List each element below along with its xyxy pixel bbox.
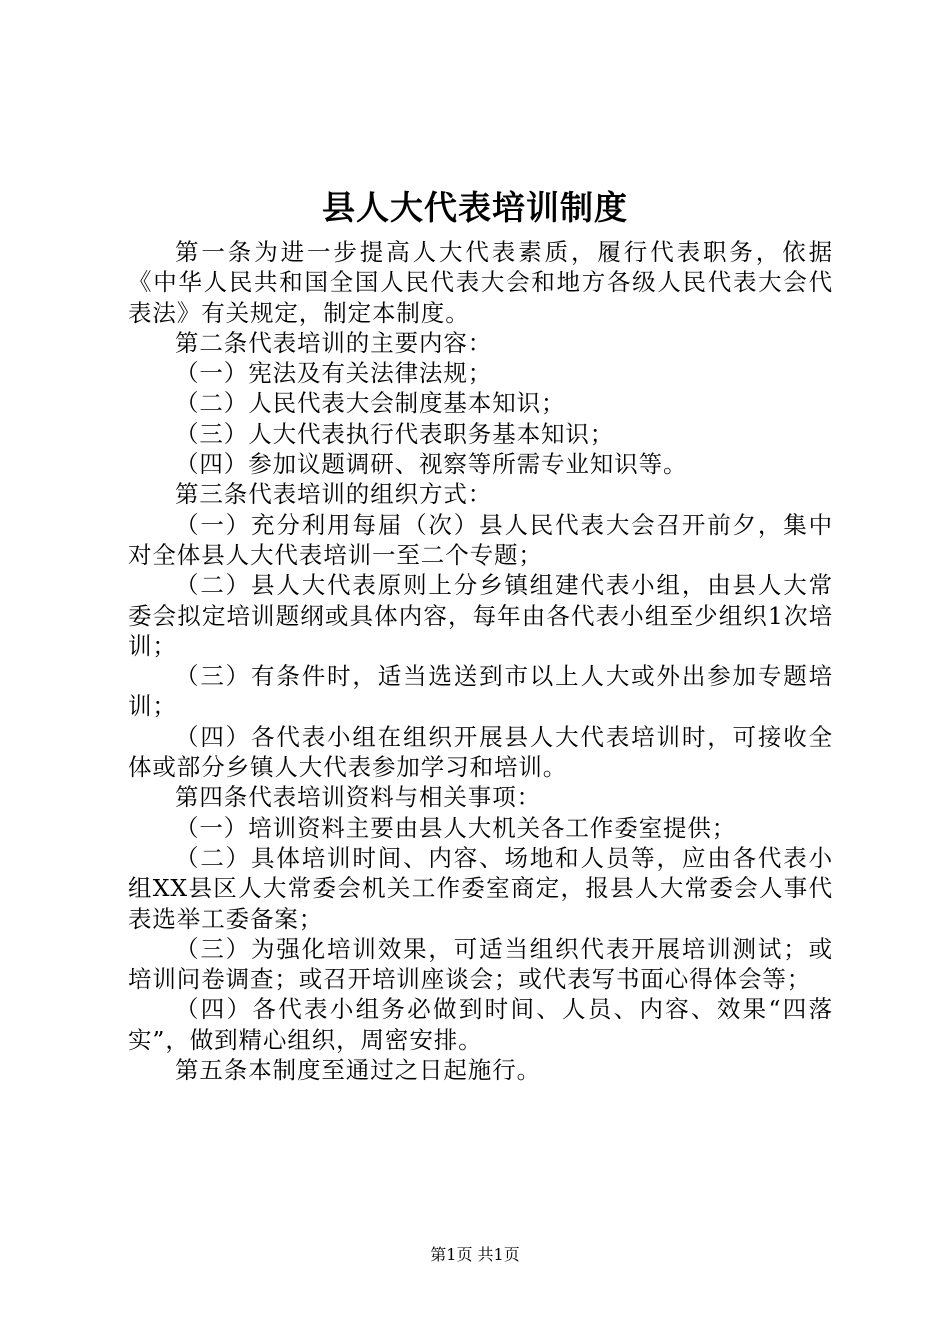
paragraph-article-3: 第三条代表培训的组织方式：	[175, 480, 493, 509]
paragraph-article-3-item-4: （四）各代表小组在组织开展县人大代表培训时，可接收全体或部分乡镇人大代表参加学习和培训。	[128, 722, 833, 782]
paragraph-article-4-item-1: （一）培训资料主要由县人大机关各工作委室提供；	[175, 813, 737, 842]
paragraph-article-4-item-4: （四）各代表小组务必做到时间、人员、内容、效果“四落实”，做到精心组织，周密安排。	[128, 995, 833, 1054]
paragraph-article-3-item-1: （一）充分利用每届（次）县人民代表大会召开前夕，集中对全体县人大代表培训一至二个专题；	[128, 510, 833, 569]
paragraph-article-2-item-4: （四）参加议题调研、视察等所需专业知识等。	[175, 450, 688, 479]
paragraph-article-2-item-3: （三）人大代表执行代表职务基本知识；	[175, 419, 615, 448]
paragraph-article-3-item-3: （三）有条件时，适当选送到市以上人大或外出参加专题培训；	[128, 662, 833, 721]
paragraph-article-4: 第四条代表培训资料与相关事项：	[175, 783, 541, 812]
paragraph-article-4-item-3: （三）为强化培训效果，可适当组织代表开展培训测试；或培训问卷调查；或召开培训座谈会；或代表写书面心得体会等；	[128, 934, 833, 994]
paragraph-article-4-item-2: （二）具体培训时间、内容、场地和人员等，应由各代表小组XX县区人大常委会机关工作委室商定，报县人大常委会人事代表选举工委备案；	[128, 843, 833, 933]
paragraph-article-2-item-1: （一）宪法及有关法律法规；	[175, 359, 493, 388]
paragraph-article-2-item-2: （二）人民代表大会制度基本知识；	[175, 389, 566, 418]
document-body	[128, 237, 833, 1085]
paragraph-article-5: 第五条本制度至通过之日起施行。	[175, 1056, 541, 1085]
page-footer: 第1页 共1页	[430, 1245, 520, 1264]
document-title: 县人大代表培训制度	[322, 188, 628, 227]
paragraph-article-1: 第一条为进一步提高人大代表素质，履行代表职务，依据《中华人民共和国全国人民代表大会和地方各级人民代表大会代表法》有关规定，制定本制度。	[128, 238, 833, 327]
paragraph-article-3-item-2: （二）县人大代表原则上分乡镇组建代表小组，由县人大常委会拟定培训题纲或具体内容，每年由各代表小组至少组织1次培训；	[128, 571, 833, 660]
paragraph-article-2: 第二条代表培训的主要内容：	[175, 328, 493, 357]
